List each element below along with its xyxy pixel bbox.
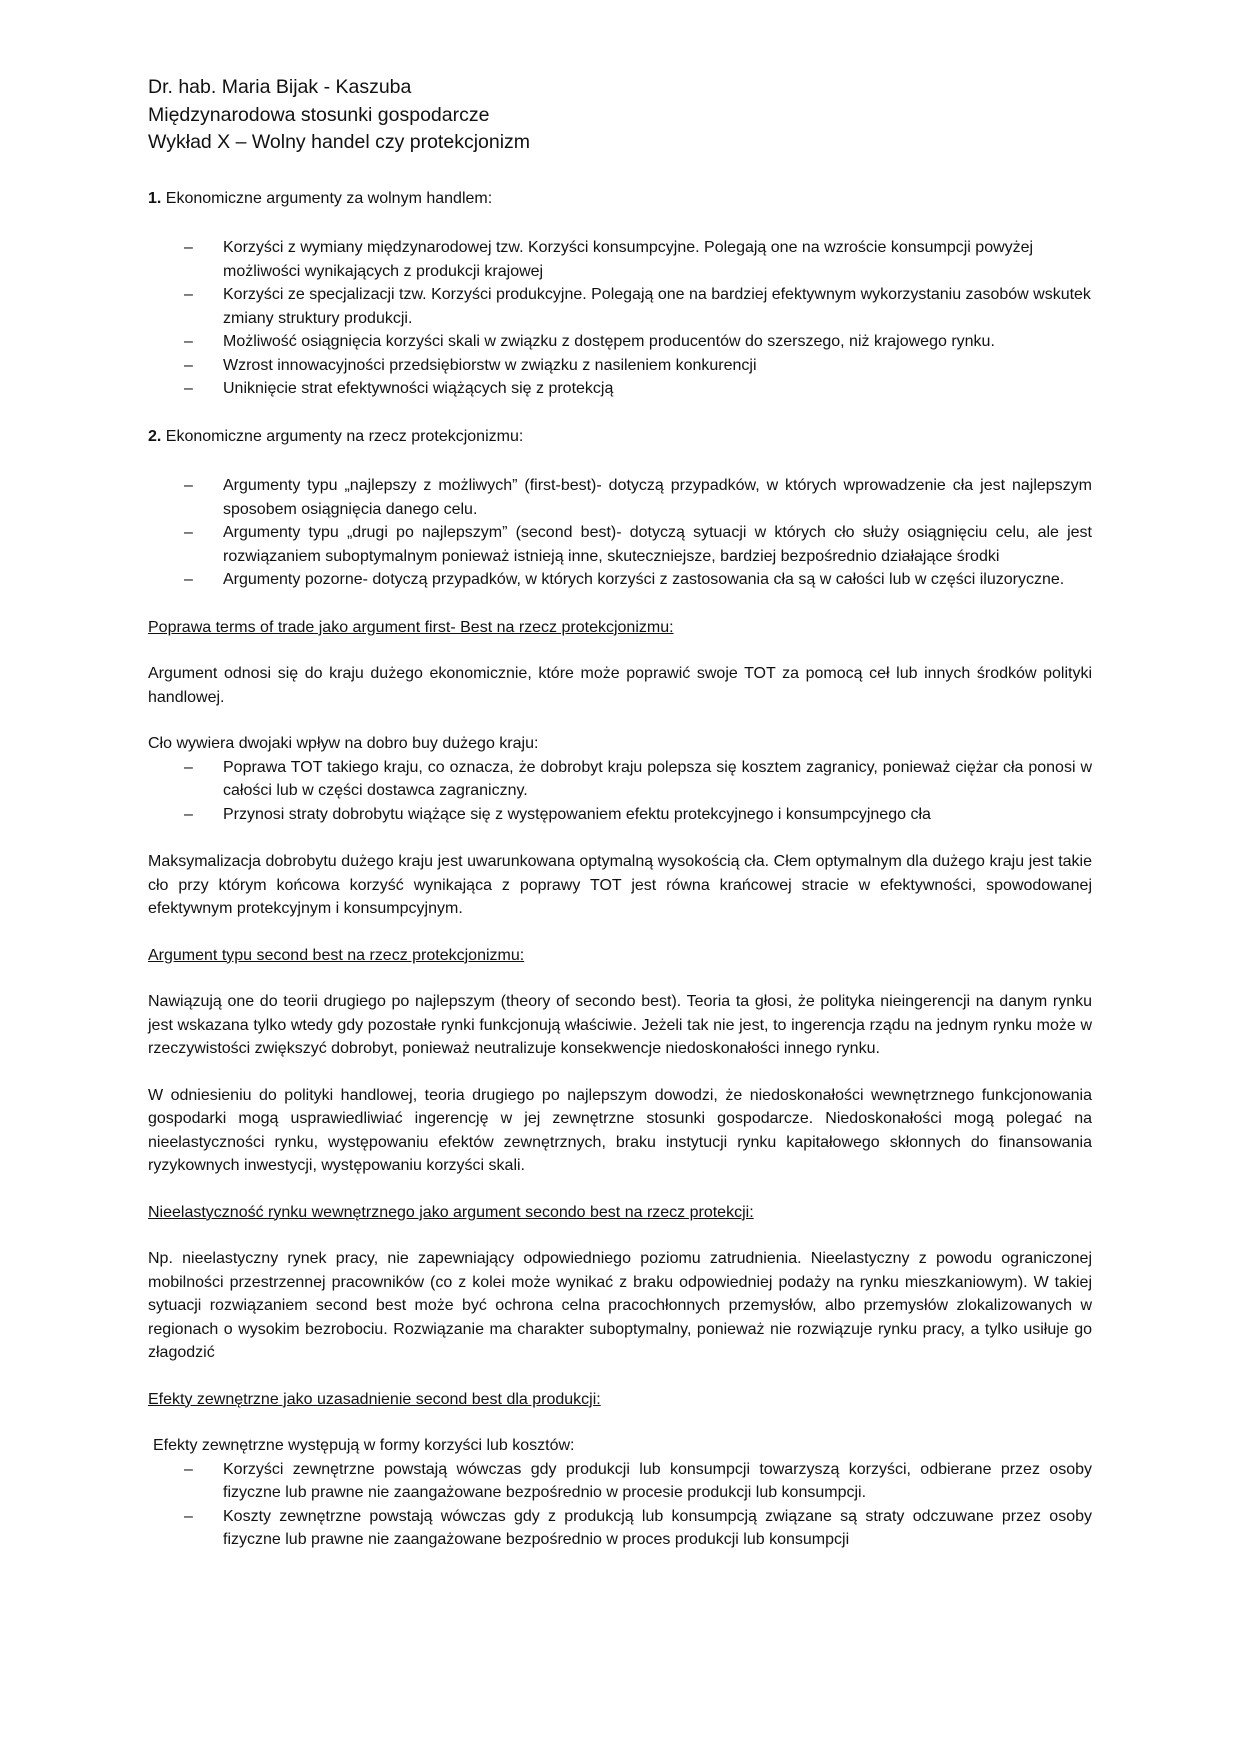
list-item: – Możliwość osiągnięcia korzyści skali w związku z dostępem producentów do szerszego, niż krajowego rynku. — [148, 330, 1092, 354]
inelastic-paragraph: Np. nieelastyczny rynek pracy, nie zapewniający odpowiedniego poziomu zatrudnienia. Nieelastyczny z powodu ograniczonej mobilności przestrzennej pracowników (co z kolei może wynikać z braku odpowiedniej podaży na rynku mieszkaniowym). W takiej sytuacji rozwiązaniem second best może być ochrona celna pracochłonnych przemysłów, albo przemysłów zlokalizowanych w regionach o wysokim bezrobociu. Rozwiązanie ma charakter suboptymalny, ponieważ nie rozwiązuje rynku pracy, a tylko usiłuje go złagodzić — [148, 1250, 1092, 1361]
section-1-heading — [148, 187, 1092, 211]
list-item: – Argumenty typu „drugi po najlepszym” (second best)- dotyczą sytuacji w których cło służy osiągnięciu celu, ale jest rozwiązaniem suboptymalnym ponieważ istnieją inne, skuteczniejsze, bardziej bezpośrednio działające środki — [148, 521, 1092, 568]
section-1-title: Ekonomiczne argumenty za wolnym handlem: — [165, 189, 493, 207]
list-item: – Koszty zewnętrzne powstają wówczas gdy z produkcją lub konsumpcją związane są straty odczuwane przez osoby fizyczne lub prawne nie zaangażowane bezpośrednio w proces produkcji lub konsumpcji — [148, 1505, 1092, 1552]
section-2-title: Ekonomiczne argumenty na rzecz protekcjonizmu: — [165, 427, 524, 445]
tot-list — [148, 756, 1092, 827]
list-item: – Argumenty pozorne- dotyczą przypadków, w których korzyści z zastosowania cła są w całości lub w części iluzoryczne. — [148, 568, 1092, 592]
section-2-list — [148, 474, 1092, 592]
document-page — [148, 74, 1092, 1576]
list-item: – Argumenty typu „najlepszy z możliwych” (first-best)- dotyczą przypadków, w których wprowadzenie cła jest najlepszym sposobem osiągnięcia danego celu. — [148, 474, 1092, 521]
tot-paragraph-1: Argument odnosi się do kraju dużego ekonomicznie, które może poprawić swoje TOT za pomocą ceł lub innych środków polityki handlowej. — [148, 665, 1092, 706]
section-2-heading — [148, 425, 1092, 449]
inelastic-heading: Nieelastyczność rynku wewnętrznego jako argument secondo best na rzecz protekcji: — [148, 1203, 754, 1221]
section-1-number: 1. — [148, 189, 162, 207]
list-item: – Korzyści ze specjalizacji tzw. Korzyści produkcyjne. Polegają one na bardziej efektywnym wykorzystaniu zasobów wskutek zmiany struktury produkcji. — [148, 283, 1092, 330]
second-best-heading: Argument typu second best na rzecz protekcjonizmu: — [148, 946, 525, 964]
section-2-number: 2. — [148, 427, 162, 445]
external-effects-intro: Efekty zewnętrzne występują w formy korzyści lub kosztów: — [153, 1437, 575, 1454]
tot-heading: Poprawa terms of trade jako argument first- Best na rzecz protekcjonizmu: — [148, 618, 674, 636]
list-item: – Uniknięcie strat efektywności wiążących się z protekcją — [148, 377, 1092, 401]
list-item: – Korzyści zewnętrzne powstają wówczas gdy produkcji lub konsumpcji towarzyszą korzyści, odbierane przez osoby fizyczne lub prawne nie zaangażowane bezpośrednio w procesie produkcji lub konsumpcji. — [148, 1458, 1092, 1505]
course-title: Międzynarodowa stosunki gospodarcze — [148, 103, 490, 126]
author-line: Dr. hab. Maria Bijak - Kaszuba — [148, 76, 412, 98]
section-1-list — [148, 236, 1092, 401]
document-header — [148, 74, 1092, 157]
list-item: – Korzyści z wymiany międzynarodowej tzw. Korzyści konsumpcyjne. Polegają one na wzroście konsumpcji powyżej możliwości wynikających z produkcji krajowej — [148, 236, 1092, 283]
tot-intro: Cło wywiera dwojaki wpływ na dobro buy dużego kraju: — [148, 735, 539, 752]
second-best-paragraph-2: W odniesieniu do polityki handlowej, teoria drugiego po najlepszym dowodzi, że niedoskonałości wewnętrznego funkcjonowania gospodarki mogą usprawiedliwiać ingerencję w jej zewnętrzne stosunki gospodarcze. Niedoskonałości mogą polegać na nieelastyczności rynku, występowaniu efektów zewnętrznych, braku instytucji rynku kapitałowego skłonnych do finansowania ryzykownych inwestycji, występowaniu korzyści skali. — [148, 1086, 1092, 1174]
second-best-paragraph-1: Nawiązują one do teorii drugiego po najlepszym (theory of secondo best). Teoria ta głosi, że polityka nieingerencji na danym rynku jest wskazana tylko wtedy gdy pozostałe rynki funkcjonują właściwie. Jeżeli tak nie jest, to ingerencja rządu na jednym rynku może w rzeczywistości zwiększyć dobrobyt, ponieważ neutralizuje konsekwencje niedoskonałości innego rynku. — [148, 993, 1092, 1057]
list-item: – Przynosi straty dobrobytu wiążące się z występowaniem efektu protekcyjnego i konsumpcyjnego cła — [148, 803, 1092, 827]
lecture-title: Wykład X – Wolny handel czy protekcjonizm — [148, 131, 531, 153]
external-effects-heading: Efekty zewnętrzne jako uzasadnienie second best dla produkcji: — [148, 1390, 601, 1408]
tot-paragraph-2: Maksymalizacja dobrobytu dużego kraju jest uwarunkowana optymalną wysokością cła. Cłem optymalnym dla dużego kraju jest takie cło przy którym końcowa korzyść wynikająca z poprawy TOT jest równa krańcowej stracie w efektywności, spowodowanej efektywnym protekcyjnym i konsumpcyjnym. — [148, 853, 1092, 917]
list-item: – Wzrost innowacyjności przedsiębiorstw w związku z nasileniem konkurencji — [148, 354, 1092, 378]
external-effects-list — [148, 1458, 1092, 1552]
list-item: – Poprawa TOT takiego kraju, co oznacza, że dobrobyt kraju polepsza się kosztem zagranicy, ponieważ ciężar cła ponosi w całości lub w części dostawca zagraniczny. — [148, 756, 1092, 803]
